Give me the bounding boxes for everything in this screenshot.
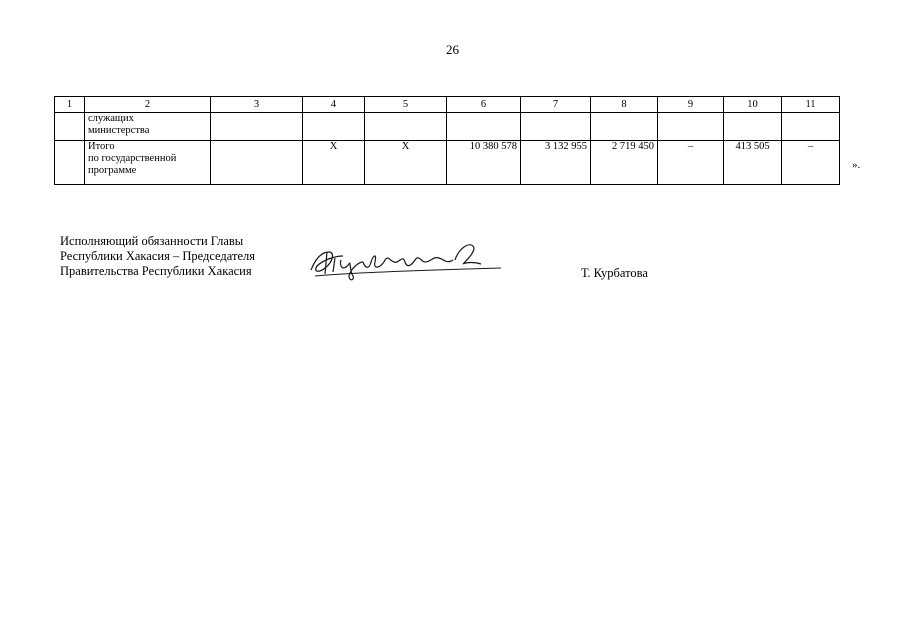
table-header-cell: 7 xyxy=(521,97,591,113)
signatory-title xyxy=(60,234,255,279)
table-header-cell: 8 xyxy=(591,97,658,113)
table-header-cell: 3 xyxy=(211,97,303,113)
table-cell xyxy=(55,141,85,185)
handwritten-signature xyxy=(305,240,505,284)
table-header-cell: 5 xyxy=(365,97,447,113)
table-header-cell: 1 xyxy=(55,97,85,113)
signatory-title-line: Республики Хакасия – Председателя xyxy=(60,249,256,263)
page-number: 26 xyxy=(446,42,459,57)
table-cell: служащих министерства xyxy=(85,113,211,141)
table-header-cell: 9 xyxy=(658,97,724,113)
budget-table xyxy=(54,96,840,185)
table-cell: Х xyxy=(303,141,365,185)
table-header-cell: 6 xyxy=(447,97,521,113)
table-row xyxy=(55,113,840,141)
table-cell xyxy=(658,113,724,141)
table-cell-total-label: Итого по государственной программе xyxy=(85,141,211,185)
table-cell: Х xyxy=(365,141,447,185)
table-cell xyxy=(55,113,85,141)
table-cell xyxy=(365,113,447,141)
table-header-cell: 2 xyxy=(85,97,211,113)
signatory-title-line: Исполняющий обязанности Главы xyxy=(60,234,244,248)
table-cell xyxy=(782,113,840,141)
table-header-row xyxy=(55,97,840,113)
table-cell xyxy=(591,113,658,141)
table-cell xyxy=(303,113,365,141)
table-cell xyxy=(724,113,782,141)
signatory-name: Т. Курбатова xyxy=(581,266,648,280)
table-header-cell: 4 xyxy=(303,97,365,113)
table-header-cell: 10 xyxy=(724,97,782,113)
table-cell: 2 719 450 xyxy=(591,141,658,185)
closing-quote-mark: ». xyxy=(852,159,861,171)
table-cell: 3 132 955 xyxy=(521,141,591,185)
table-cell xyxy=(211,141,303,185)
signatory-title-line: Правительства Республики Хакасия xyxy=(60,264,252,278)
table-cell: – xyxy=(782,141,840,185)
table-header-cell: 11 xyxy=(782,97,840,113)
table-cell: 413 505 xyxy=(724,141,782,185)
table-cell: – xyxy=(658,141,724,185)
table-cell: 10 380 578 xyxy=(447,141,521,185)
table-cell xyxy=(447,113,521,141)
table-row-total xyxy=(55,141,840,185)
table-cell xyxy=(211,113,303,141)
table-cell xyxy=(521,113,591,141)
